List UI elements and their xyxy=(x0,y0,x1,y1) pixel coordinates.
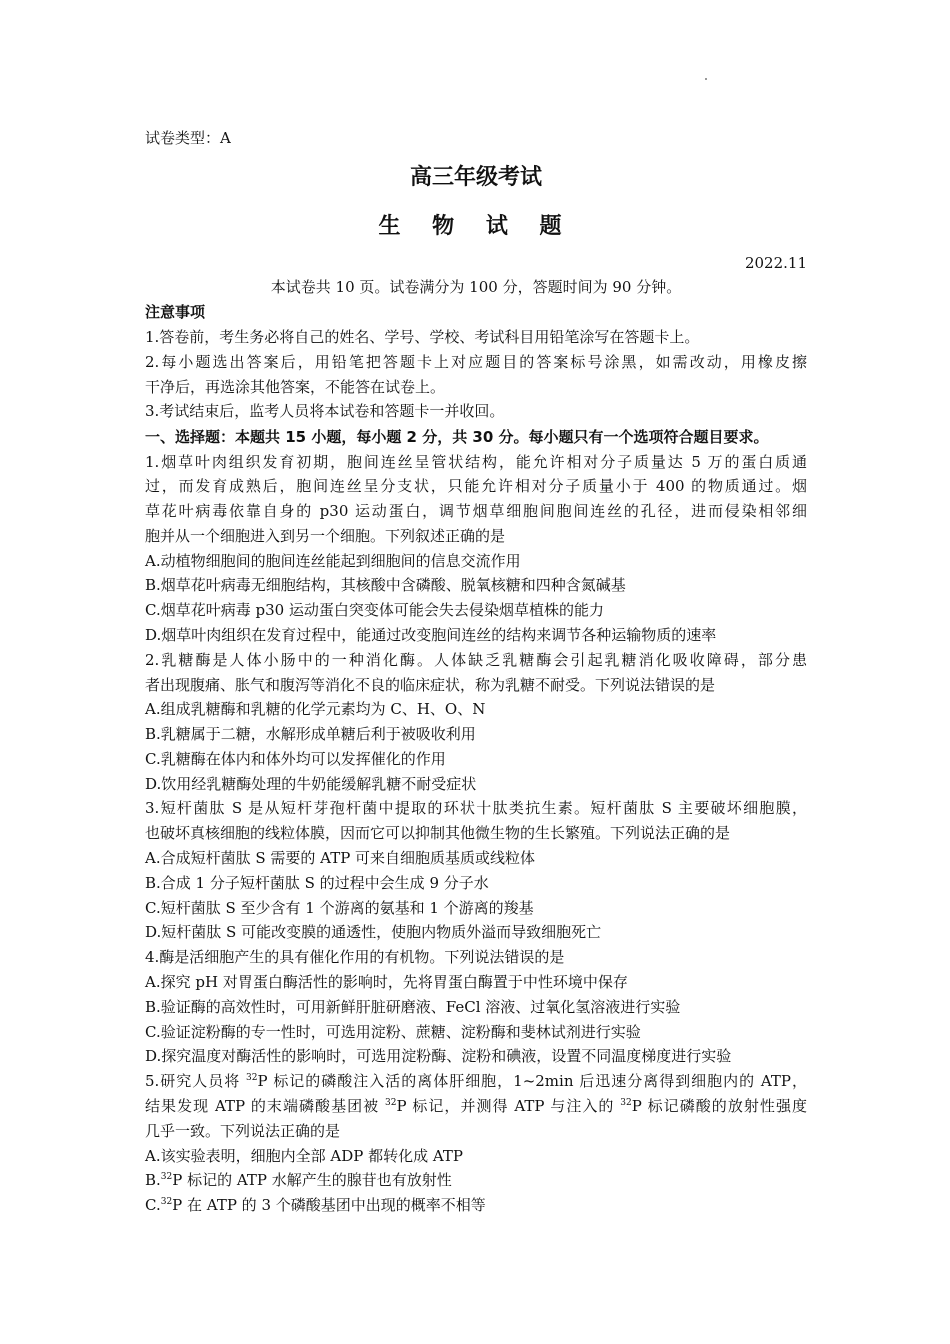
exam-date: 2022.11 xyxy=(744,254,807,272)
q2-option-b: B.乳糖属于二糖，水解形成单糖后利于被吸收利用 xyxy=(145,725,476,743)
q5-stem-line: 5.研究人员将 $^{32}$P 标记的磷酸注入活的离体肝细胞，1~2min 后迅速分离得到细胞内的 ATP， xyxy=(145,1072,807,1090)
q5-option-b: B.$^{32}$P 标记的 ATP 水解产生的腺苷也有放射性 xyxy=(145,1171,452,1189)
note-3: 3.考试结束后，监考人员将本试卷和答题卡一并收回。 xyxy=(145,402,505,420)
q4-option-d: D.探究温度对酶活性的影响时，可选用淀粉酶、淀粉和碘液，设置不同温度梯度进行实验 xyxy=(145,1047,732,1065)
q4-option-a: A.探究 pH 对胃蛋白酶活性的影响时，先将胃蛋白酶置于中性环境中保存 xyxy=(145,973,628,991)
section-1-heading: 一、选择题：本题共 15 小题，每小题 2 分，共 30 分。每小题只有一个选项符合题目要求。 xyxy=(145,428,769,446)
q4-stem-line: 4.酶是活细胞产生的具有催化作用的有机物。下列说法错误的是 xyxy=(145,948,565,966)
q1-option-b: B.烟草花叶病毒无细胞结构，其核酸中含磷酸、脱氧核糖和四种含氮碱基 xyxy=(145,576,626,594)
subject-title: 生 物 试 题 xyxy=(378,214,574,239)
q1-stem-line: 胞并从一个细胞进入到另一个细胞。下列叙述正确的是 xyxy=(145,527,506,545)
q2-option-c: C.乳糖酶在体内和体外均可以发挥催化的作用 xyxy=(145,750,446,768)
q4-option-c: C.验证淀粉酶的专一性时，可选用淀粉、蔗糖、淀粉酶和斐林试剂进行实验 xyxy=(145,1023,641,1041)
q3-stem-line: 3.短杆菌肽 S 是从短杆芽孢杆菌中提取的环状十肽类抗生素。短杆菌肽 S 主要破坏细胞膜， xyxy=(145,799,807,817)
note-2-line-2: 干净后，再选涂其他答案，不能答在试卷上。 xyxy=(145,378,446,396)
decorative-dot xyxy=(705,78,707,80)
q1-option-d: D.烟草叶肉组织在发育过程中，能通过改变胞间连丝的结构来调节各种运输物质的速率 xyxy=(145,626,717,644)
q5-option-c: C.$^{32}$P 在 ATP 的 3 个磷酸基团中出现的概率不相等 xyxy=(145,1196,486,1214)
note-1: 1.答卷前，考生务必将自己的姓名、学号、学校、考试科目用铅笔涂写在答题卡上。 xyxy=(145,328,700,346)
q5-option-a: A.该实验表明，细胞内全部 ADP 都转化成 ATP xyxy=(145,1147,463,1165)
exam-title: 高三年级考试 xyxy=(409,165,542,190)
q4-option-b: B.验证酶的高效性时，可用新鲜肝脏研磨液、FeCl 溶液、过氧化氢溶液进行实验 xyxy=(145,998,681,1016)
q1-stem-line: 1.烟草叶肉组织发育初期，胞间连丝呈管状结构，能允许相对分子质量达 5 万的蛋白质通 xyxy=(145,453,807,471)
q3-option-c: C.短杆菌肽 S 至少含有 1 个游离的氨基和 1 个游离的羧基 xyxy=(145,899,534,917)
q3-option-d: D.短杆菌肽 S 可能改变膜的通透性，使胞内物质外溢而导致细胞死亡 xyxy=(145,923,602,941)
exam-intro: 本试卷共 10 页。试卷满分为 100 分，答题时间为 90 分钟。 xyxy=(270,278,682,296)
q3-option-b: B.合成 1 分子短杆菌肽 S 的过程中会生成 9 分子水 xyxy=(145,874,489,892)
q3-option-a: A.合成短杆菌肽 S 需要的 ATP 可来自细胞质基质或线粒体 xyxy=(145,849,536,867)
q2-stem-line: 2.乳糖酶是人体小肠中的一种消化酶。人体缺乏乳糖酶会引起乳糖消化吸收障碍，部分患 xyxy=(145,651,807,669)
note-2-line-1: 2.每小题选出答案后，用铅笔把答题卡上对应题目的答案标号涂黑，如需改动，用橡皮擦 xyxy=(145,353,807,371)
q1-option-a: A.动植物细胞间的胞间连丝能起到细胞间的信息交流作用 xyxy=(145,552,521,570)
exam-type: 试卷类型：A xyxy=(145,129,231,147)
q2-option-a: A.组成乳糖酶和乳糖的化学元素均为 C、H、O、N xyxy=(145,700,486,718)
q5-stem-line: 结果发现 ATP 的末端磷酸基团被 $^{32}$P 标记，并测得 ATP 与注入的 $^{32}$P 标记磷酸的放射性强度 xyxy=(145,1097,807,1115)
q3-stem-line: 也破坏真核细胞的线粒体膜，因而它可以抑制其他微生物的生长繁殖。下列说法正确的是 xyxy=(145,824,731,842)
q2-stem-line: 者出现腹痛、胀气和腹泻等消化不良的临床症状，称为乳糖不耐受。下列说法错误的是 xyxy=(145,676,716,694)
q1-stem-line: 草花叶病毒依靠自身的 p30 运动蛋白，调节烟草细胞间胞间连丝的孔径，进而侵染相邻细 xyxy=(145,502,807,520)
q2-option-d: D.饮用经乳糖酶处理的牛奶能缓解乳糖不耐受症状 xyxy=(145,775,477,793)
q1-stem-line: 过，而发育成熟后，胞间连丝呈分支状，只能允许相对分子质量小于 400 的物质通过。烟 xyxy=(145,477,807,495)
q1-option-c: C.烟草花叶病毒 p30 运动蛋白突变体可能会失去侵染烟草植株的能力 xyxy=(145,601,604,619)
notes-heading: 注意事项 xyxy=(145,303,206,321)
q5-stem-line: 几乎一致。下列说法正确的是 xyxy=(145,1122,341,1140)
